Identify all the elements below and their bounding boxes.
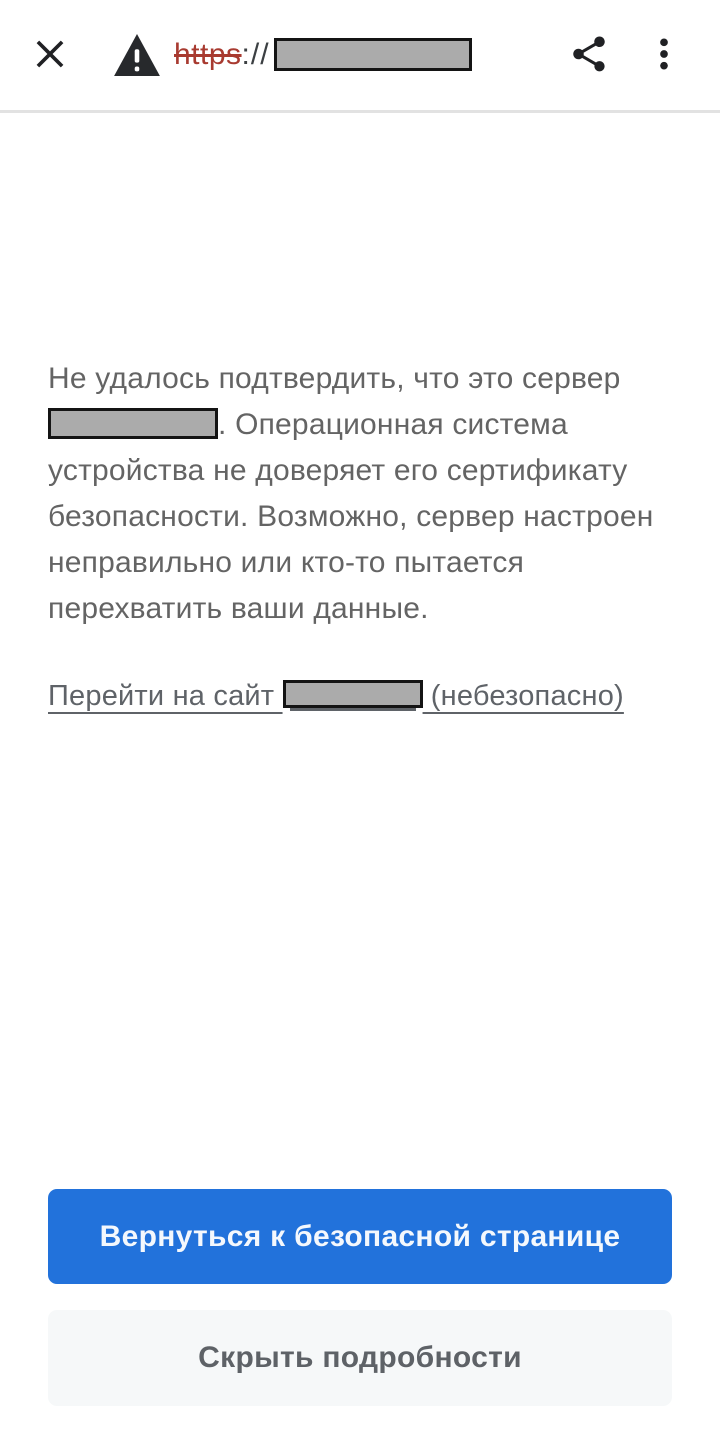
ssl-error-page <box>0 356 720 716</box>
back-to-safety-button[interactable]: Вернуться к безопасной странице <box>48 1189 672 1284</box>
proceed-link-after: (небезопасно) <box>422 680 624 712</box>
close-button[interactable] <box>28 32 72 79</box>
share-button[interactable] <box>568 33 610 78</box>
url-scheme: https <box>174 38 242 71</box>
topbar-actions <box>568 33 684 78</box>
redacted-site-name <box>283 680 423 708</box>
proceed-unsafe-link[interactable] <box>48 676 624 716</box>
overflow-menu-icon <box>644 34 684 77</box>
proceed-link-before: Перейти на сайт <box>48 680 283 712</box>
browser-topbar <box>0 0 720 113</box>
close-icon <box>28 32 72 79</box>
error-message <box>48 356 672 632</box>
action-buttons <box>48 1189 672 1406</box>
overflow-menu-button[interactable] <box>644 34 684 77</box>
hide-details-button[interactable]: Скрыть подробности <box>48 1310 672 1406</box>
redacted-server-name <box>48 408 218 439</box>
error-message-after: . Операционная система устройства не доверяет его сертификату безопасности. Возможно, сервер настроен неправильно или кто-то пытается перехватить ваши данные. <box>48 408 654 625</box>
error-message-before: Не удалось подтвердить, что это сервер <box>48 362 621 395</box>
security-warning-icon <box>114 34 160 76</box>
share-icon <box>568 33 610 78</box>
url-bar[interactable] <box>114 34 472 76</box>
redacted-url-host <box>274 38 472 71</box>
url-separator: :// <box>241 38 270 71</box>
